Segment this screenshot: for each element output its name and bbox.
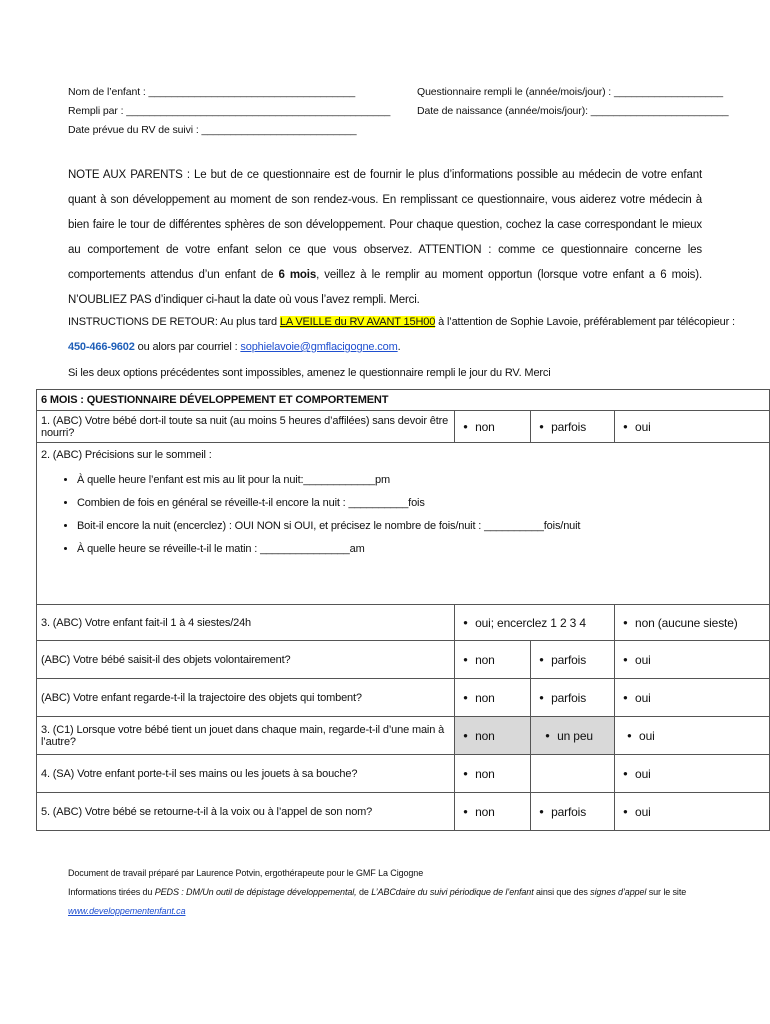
option-oui-encerclez[interactable]: ● oui; encerclez 1 2 3 4	[455, 605, 615, 641]
return-instructions: INSTRUCTIONS DE RETOUR: Au plus tard LA VEILLE du RV AVANT 15H00 à l’attention de Sophie Lavoie, préférablement par télécopieur :	[68, 316, 735, 328]
option-oui[interactable]: ● oui	[615, 679, 770, 717]
sleep-title: 2. (ABC) Précisions sur le sommeil :	[41, 449, 212, 461]
filled-by-field[interactable]: Rempli par : ______________________________________________	[68, 105, 391, 117]
sleep-section	[37, 443, 770, 605]
option-un-peu[interactable]: ● un peu	[531, 717, 615, 755]
sleep-list	[41, 469, 765, 561]
option-oui[interactable]: ● oui	[615, 717, 770, 755]
option-non[interactable]: ● non	[455, 755, 531, 793]
table-row	[37, 605, 770, 641]
option-non-aucune-sieste[interactable]: ● non (aucune sieste)	[615, 605, 770, 641]
question-text: 3. (C1) Lorsque votre bébé tient un jouet dans chaque main, regarde-t-il d’une main à l’autre?	[37, 717, 455, 755]
questionnaire-date-field[interactable]: Questionnaire rempli le (année/mois/jour) : ___________________	[417, 86, 723, 98]
list-item[interactable]: • Combien de fois en général se réveille-t-il encore la nuit : __________fois	[77, 492, 765, 515]
table-row	[37, 641, 770, 679]
age-bold: 6 mois	[278, 269, 317, 281]
alternative-instructions: Si les deux options précédentes sont impossibles, amenez le questionnaire rempli le jour du RV. Merci	[68, 367, 551, 379]
table-row	[37, 717, 770, 755]
table-row	[37, 793, 770, 831]
contact-line: 450-466-9602 ou alors par courriel : sophielavoie@gmflacigogne.com.	[68, 341, 401, 353]
option-non[interactable]: ● non	[455, 717, 531, 755]
table-row	[37, 755, 770, 793]
option-oui[interactable]: ● oui	[615, 793, 770, 831]
option-oui[interactable]: ● oui	[615, 411, 770, 443]
list-item[interactable]: • À quelle heure se réveille-t-il le matin : _______________am	[77, 538, 765, 561]
table-title: 6 MOIS : QUESTIONNAIRE DÉVELOPPEMENT ET COMPORTEMENT	[37, 390, 770, 411]
question-text: 1. (ABC) Votre bébé dort-il toute sa nuit (au moins 5 heures d’affilées) sans devoir être nourri?	[37, 411, 455, 443]
child-name-field[interactable]: Nom de l’enfant : ____________________________________	[68, 86, 356, 98]
parents-note: NOTE AUX PARENTS : Le but de ce questionnaire est de fournir le plus d’informations possible au médecin de votre enfant quant à son développement au moment de son rendez-vous. En remplissant ce questionnaire, vous aiderez votre médecin à bien faire le tour de différentes sphères de son développement. Pour chaque question, cochez la case correspondant le mieux au comportement de votre enfant selon ce que vous observez. ATTENTION : comme ce questionnaire concerne les comportements attendus d’un enfant de 6 mois, veillez à le remplir au moment opportun (lorsque votre enfant a 6 mois). N’OUBLIEZ PAS d’indiquer ci-haut la date où vous l’avez rempli. Merci.	[68, 169, 702, 306]
option-non[interactable]: ● non	[455, 411, 531, 443]
question-text: (ABC) Votre bébé saisit-il des objets volontairement?	[37, 641, 455, 679]
option-non[interactable]: ● non	[455, 793, 531, 831]
list-item[interactable]: • À quelle heure l’enfant est mis au lit pour la nuit:____________pm	[77, 469, 765, 492]
footer-credits: Document de travail préparé par Laurence Potvin, ergothérapeute pour le GMF La Cigogne	[68, 868, 424, 878]
email-link[interactable]: sophielavoie@gmflacigogne.com	[240, 341, 398, 353]
option-parfois[interactable]: ● parfois	[531, 411, 615, 443]
birth-date-field[interactable]: Date de naissance (année/mois/jour): ________________________	[417, 105, 729, 117]
list-item[interactable]: • Boit-il encore la nuit (encerclez) : OUI NON si OUI, et précisez le nombre de fois/nuit : __________fois/nuit	[77, 515, 765, 538]
empty-cell	[531, 755, 615, 793]
deadline-highlight: LA VEILLE du RV AVANT 15H00	[279, 316, 436, 328]
footer-link[interactable]: www.developpementenfant.ca	[68, 906, 186, 916]
option-parfois[interactable]: ● parfois	[531, 793, 615, 831]
footer-sources: Informations tirées du PEDS : DM/Un outil de dépistage développemental, de L’ABCdaire du suivi périodique de l’enfant ainsi que des signes d’appel sur le site	[68, 887, 687, 897]
table-title-row	[37, 390, 770, 411]
option-oui[interactable]: ● oui	[615, 755, 770, 793]
option-oui[interactable]: ● oui	[615, 641, 770, 679]
table-row	[37, 443, 770, 605]
appointment-date-field[interactable]: Date prévue du RV de suivi : ___________________________	[68, 124, 357, 136]
question-text: 3. (ABC) Votre enfant fait-il 1 à 4 siestes/24h	[37, 605, 455, 641]
questionnaire-table	[36, 389, 770, 831]
table-row	[37, 411, 770, 443]
question-text: (ABC) Votre enfant regarde-t-il la trajectoire des objets qui tombent?	[37, 679, 455, 717]
option-parfois[interactable]: ● parfois	[531, 679, 615, 717]
option-non[interactable]: ● non	[455, 679, 531, 717]
fax-number: 450-466-9602	[68, 341, 135, 353]
option-parfois[interactable]: ● parfois	[531, 641, 615, 679]
table-row	[37, 679, 770, 717]
option-non[interactable]: ● non	[455, 641, 531, 679]
question-text: 4. (SA) Votre enfant porte-t-il ses mains ou les jouets à sa bouche?	[37, 755, 455, 793]
question-text: 5. (ABC) Votre bébé se retourne-t-il à la voix ou à l’appel de son nom?	[37, 793, 455, 831]
